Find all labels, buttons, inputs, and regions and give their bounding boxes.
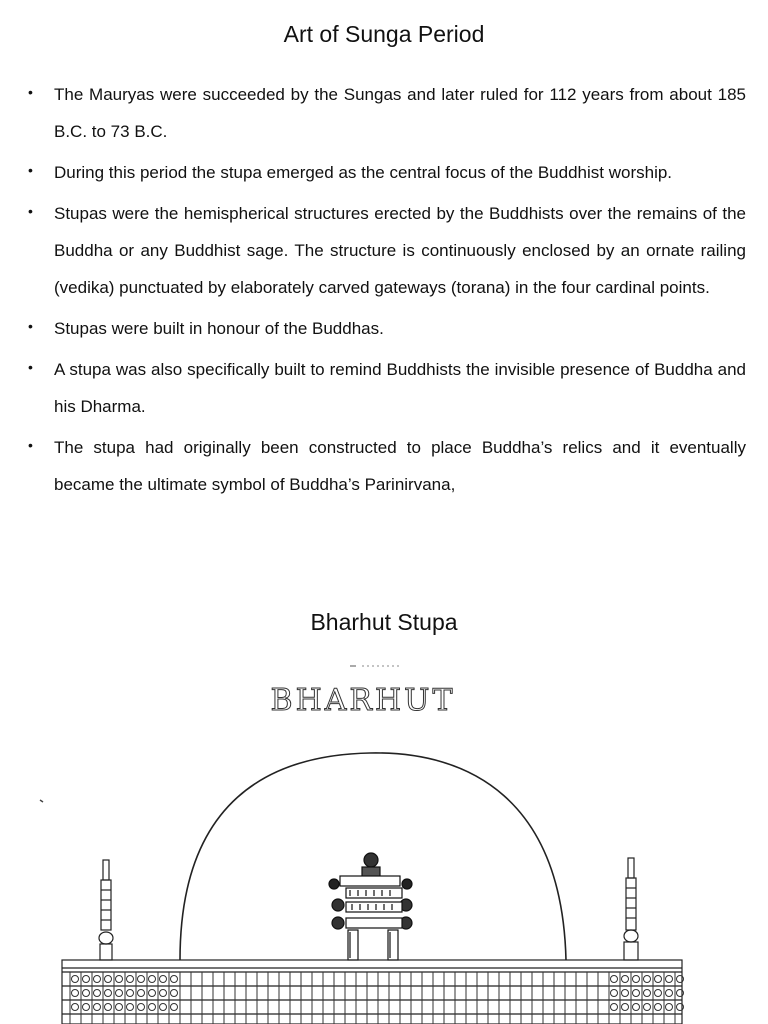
section-title: Bharhut Stupa [310,609,458,635]
railing-roundel [666,976,673,983]
bullet-list [28,76,746,507]
railing-roundel [116,976,123,983]
bullet-text: The stupa had originally been constructed to place Buddha’s relics and it eventually became the ultimate symbol of Buddha’s Parinirvana, [54,438,746,494]
railing-roundel [171,1004,178,1011]
railing-roundel [171,976,178,983]
railing-roundel [83,976,90,983]
railing-roundel [633,1004,640,1011]
railing-roundel [644,990,651,997]
railing-roundel [644,976,651,983]
railing-roundel [138,990,145,997]
figure-label: BHARHUT [270,683,456,718]
railing-roundel [633,990,640,997]
railing-roundel [94,990,101,997]
railing-roundel [138,1004,145,1011]
list-item [28,76,746,150]
railing-roundel [72,990,79,997]
railing-roundel [83,990,90,997]
railing-roundel [611,990,618,997]
railing-roundel [138,976,145,983]
bullet-icon: • [28,203,33,219]
railing-roundel [83,1004,90,1011]
railing-roundel [72,976,79,983]
railing-roundel [622,976,629,983]
bullet-text: Stupas were built in honour of the Buddhas. [54,319,384,338]
railing-roundel [149,976,156,983]
bullet-icon: • [28,162,33,178]
railing-roundel [655,976,662,983]
railing-roundel [105,976,112,983]
railing-roundel [622,990,629,997]
railing-roundel [633,976,640,983]
railing-posts [70,972,684,1024]
left-pillar [99,860,113,960]
right-pillar [624,858,638,960]
railing-roundel [622,1004,629,1011]
bullet-text: The Mauryas were succeeded by the Sungas and later ruled for 112 years from about 185 B.C. to 73 B.C. [54,85,746,141]
list-item [28,154,746,191]
railing-roundel [127,1004,134,1011]
torana-gateway [329,853,412,960]
railing-roundel [149,1004,156,1011]
railing-roundel [611,976,618,983]
railing-roundel [116,990,123,997]
railing-roundel [655,990,662,997]
stupa-drawing [0,650,768,1024]
railing-roundel [72,1004,79,1011]
page-title: Art of Sunga Period [283,21,485,47]
railing-roundel [160,976,167,983]
list-item [28,429,746,503]
bullet-text: During this period the stupa emerged as the central focus of the Buddhist worship. [54,163,673,182]
railing-roundel [94,1004,101,1011]
railing-roundel [655,1004,662,1011]
railing-roundel [127,976,134,983]
railing-roundel [171,990,178,997]
list-item [28,310,746,347]
bullet-icon: • [28,318,33,334]
railing-roundel [105,990,112,997]
railing-roundel [666,1004,673,1011]
railing-roundel [116,1004,123,1011]
railing-roundel [666,990,673,997]
railing-roundel [644,1004,651,1011]
bullet-icon: • [28,359,33,375]
railing-roundel [127,990,134,997]
railing-roundel [105,1004,112,1011]
list-item [28,195,746,306]
railing-roundel [160,990,167,997]
bullet-text: Stupas were the hemispherical structures erected by the Buddhists over the remains of the Buddha or any Buddhist sage. The structure is continuously enclosed by an ornate railing (vedika) punctuated by elaborately carved gateways (torana) in the four cardinal points. [54,204,746,297]
railing-roundel [149,990,156,997]
railing-roundel [160,1004,167,1011]
list-item [28,351,746,425]
bullet-icon: • [28,437,33,453]
railing-roundel [94,976,101,983]
bullet-icon: • [28,84,33,100]
stupa-illustration [0,650,768,1024]
bullet-text: A stupa was also specifically built to remind Buddhists the invisible presence of Buddha and his Dharma. [54,360,746,416]
railing-roundel [611,1004,618,1011]
